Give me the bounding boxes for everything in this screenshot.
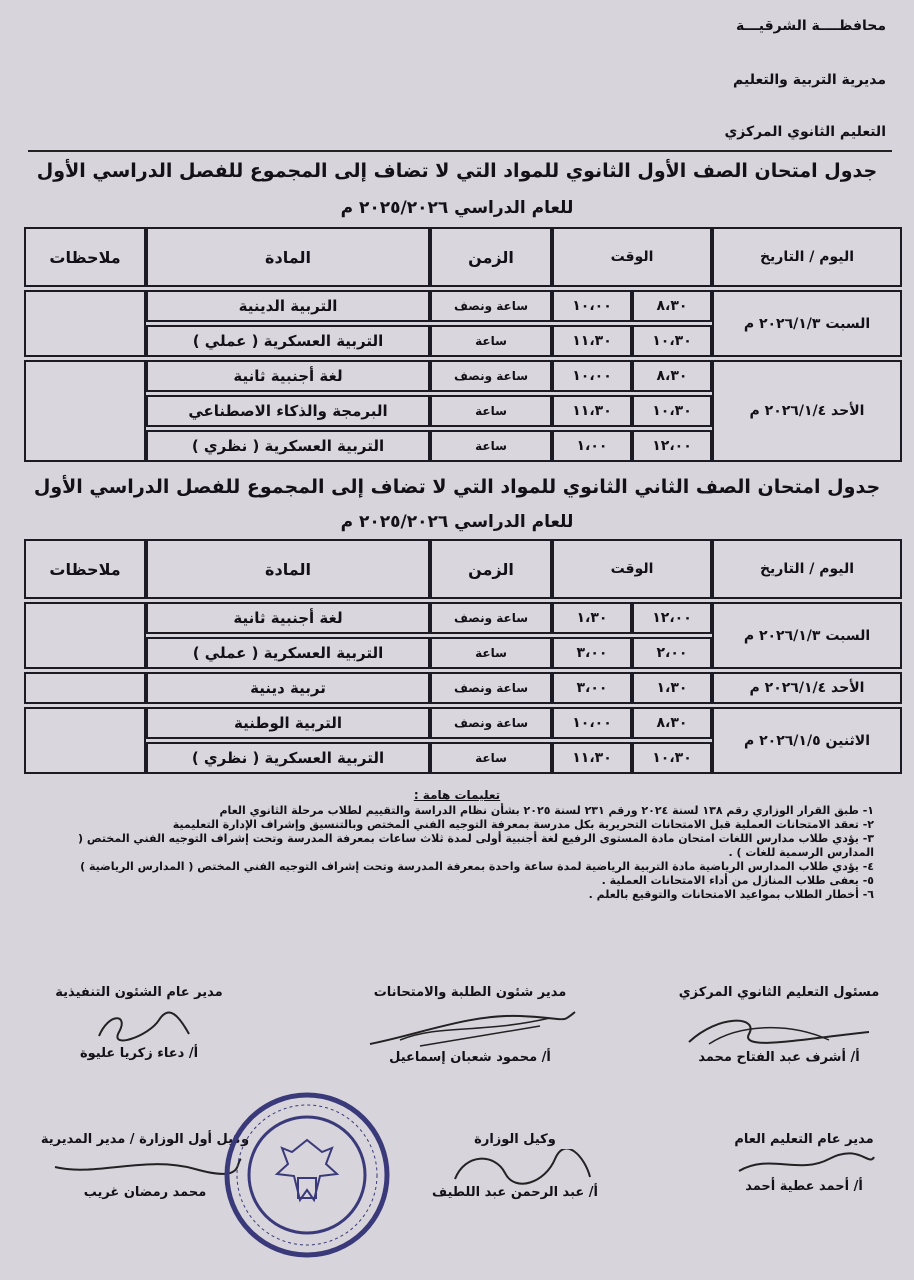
instruction-item: ١- طبق القرار الوزاري رقم ١٣٨ لسنة ٢٠٢٤ ورقم ٢٣١ لسنة ٢٠٢٥ بشأن نظام الدراسة والتقييم لطلاب مرحلة الثانوي العام	[219, 804, 874, 817]
signature-title: وكيل أول الوزارة / مدير المديرية	[40, 1132, 250, 1147]
time-from: ١،٣٠	[632, 672, 712, 704]
subject: التربية العسكرية ( عملي )	[146, 325, 430, 357]
subject: تربية دينية	[146, 672, 430, 704]
time-to: ١٠،٠٠	[552, 360, 632, 392]
table1-day-sun: الأحد ٢٠٢٦/١/٤ م	[712, 360, 902, 462]
time-from: ٨،٣٠	[632, 360, 712, 392]
table1-header-duration: الزمن	[430, 227, 552, 287]
signature-block	[704, 1132, 904, 1194]
subject: التربية الوطنية	[146, 707, 430, 739]
signature-title: وكيل الوزارة	[474, 1132, 556, 1147]
table2-header-day: اليوم / التاريخ	[712, 539, 902, 599]
signature-block	[24, 985, 254, 1061]
signature-title: مدير شئون الطلبة والامتحانات	[373, 985, 567, 1000]
duration: ساعة	[430, 395, 552, 427]
table2-subtitle: للعام الدراسي ٢٠٢٥/٢٠٢٦ م	[340, 512, 574, 532]
handwritten-signature-icon	[360, 1004, 580, 1050]
table1-subtitle: للعام الدراسي ٢٠٢٥/٢٠٢٦ م	[340, 198, 574, 218]
duration: ساعة ونصف	[430, 672, 552, 704]
time-from: ٨،٣٠	[632, 290, 712, 322]
table2-schedule	[24, 536, 902, 777]
duration: ساعة	[430, 430, 552, 462]
table1-day-sat: السبت ٢٠٢٦/١/٣ م	[712, 290, 902, 357]
time-to: ١،٣٠	[552, 602, 632, 634]
time-to: ١١،٣٠	[552, 395, 632, 427]
table1-schedule	[24, 224, 902, 465]
table1-header-day: اليوم / التاريخ	[712, 227, 902, 287]
signature-block	[340, 985, 600, 1065]
table2-title: جدول امتحان الصف الثاني الثانوي للمواد التي لا تضاف إلى المجموع للفصل الدراسي الأول	[33, 476, 881, 498]
signature-name: أ/ أحمد عطية أحمد	[745, 1179, 863, 1194]
handwritten-signature-icon	[679, 1004, 879, 1050]
time-from: ٨،٣٠	[632, 707, 712, 739]
subject: لغة أجنبية ثانية	[146, 602, 430, 634]
instruction-item: ٢- تعقد الامتحانات العملية قبل الامتحانات التحريرية بكل مدرسة بمعرفة التوجيه الفني المختص وبالتنسيق وإشراف الإدارة التعليمية	[172, 818, 874, 831]
instruction-item: ٤- يؤدي طلاب المدارس الرياضية مادة التربية الرياضية لمدة ساعة واحدة بمعرفة المدرسة وتحت إشراف التوجيه الفني المختص ( المدارس الرياضية )	[80, 860, 874, 873]
subject: لغة أجنبية ثانية	[146, 360, 430, 392]
signature-name: أ/ محمود شعبان إسماعيل	[389, 1050, 551, 1065]
handwritten-signature-icon	[435, 1149, 595, 1185]
table2-day-mon: الاثنين ٢٠٢٦/١/٥ م	[712, 707, 902, 774]
instruction-item: ٥- يعفى طلاب المنازل من أداء الامتحانات العملية .	[601, 874, 874, 887]
table2-header-notes: ملاحظات	[24, 539, 146, 599]
time-from: ١٢،٠٠	[632, 602, 712, 634]
table-row	[24, 707, 902, 739]
table-row	[24, 360, 902, 392]
subject: التربية العسكرية ( نظري )	[146, 430, 430, 462]
signature-block	[664, 985, 894, 1065]
duration: ساعة ونصف	[430, 602, 552, 634]
time-to: ٣،٠٠	[552, 672, 632, 704]
signature-name: أ/ عبد الرحمن عبد اللطيف	[431, 1185, 598, 1200]
time-to: ٣،٠٠	[552, 637, 632, 669]
time-to: ١٠،٠٠	[552, 290, 632, 322]
handwritten-signature-icon	[79, 1006, 199, 1046]
time-to: ١٠،٠٠	[552, 707, 632, 739]
instructions	[40, 788, 874, 902]
handwritten-signature-icon	[45, 1149, 245, 1185]
official-seal-icon	[222, 1090, 392, 1260]
time-from: ١٠،٣٠	[632, 325, 712, 357]
instruction-item: ٦- أخطار الطلاب بمواعيد الامتحانات والتوقيع بالعلم .	[588, 888, 874, 901]
duration: ساعة ونصف	[430, 360, 552, 392]
time-from: ١٢،٠٠	[632, 430, 712, 462]
table2-day-sat: السبت ٢٠٢٦/١/٣ م	[712, 602, 902, 669]
header-divider	[28, 150, 892, 152]
signature-name: أ/ دعاء زكريا عليوة	[79, 1046, 199, 1061]
notes-cell	[24, 672, 146, 704]
table1-header-notes: ملاحظات	[24, 227, 146, 287]
subject: التربية العسكرية ( نظري )	[146, 742, 430, 774]
table1-header-subject: المادة	[146, 227, 430, 287]
notes-cell	[24, 602, 146, 669]
table2-header-time: الوقت	[552, 539, 712, 599]
time-to: ١،٠٠	[552, 430, 632, 462]
duration: ساعة ونصف	[430, 707, 552, 739]
duration: ساعة	[430, 637, 552, 669]
duration: ساعة	[430, 742, 552, 774]
table2-day-sun: الأحد ٢٠٢٦/١/٤ م	[712, 672, 902, 704]
directorate-label: مديرية التربية والتعليم	[733, 72, 886, 88]
governorate-label: محافظــــة الشرقيـــة	[735, 18, 886, 34]
subject: التربية العسكرية ( عملي )	[146, 637, 430, 669]
table-row	[24, 602, 902, 634]
time-from: ١٠،٣٠	[632, 742, 712, 774]
signature-name: أ/ أشرف عبد الفتاح محمد	[698, 1050, 860, 1065]
signature-name: محمد رمضان غريب	[83, 1185, 207, 1200]
handwritten-signature-icon	[729, 1149, 879, 1179]
table2-header-subject: المادة	[146, 539, 430, 599]
notes-cell	[24, 290, 146, 357]
table2-header-duration: الزمن	[430, 539, 552, 599]
notes-cell	[24, 707, 146, 774]
instructions-title: تعليمات هامة :	[413, 788, 501, 802]
signature-block	[400, 1132, 630, 1200]
table1-title: جدول امتحان الصف الأول الثانوي للمواد التي لا تضاف إلى المجموع للفصل الدراسي الأول	[36, 160, 878, 182]
notes-cell	[24, 360, 146, 462]
time-to: ١١،٣٠	[552, 742, 632, 774]
table-row	[24, 672, 902, 704]
table-row	[24, 290, 902, 322]
time-from: ١٠،٣٠	[632, 395, 712, 427]
instruction-item: ٣- يؤدي طلاب مدارس اللغات امتحان مادة المستوى الرفيع لغة أجنبية أولى لمدة ثلاث ساعات بمعرفة المدرسة وتحت إشراف التوجيه الفني المختص ( المدارس الرسمية للغات ) .	[78, 832, 874, 859]
duration: ساعة	[430, 325, 552, 357]
signature-title: مسئول التعليم الثانوي المركزي	[678, 985, 880, 1000]
department-label: التعليم الثانوي المركزي	[724, 124, 886, 140]
time-to: ١١،٣٠	[552, 325, 632, 357]
signature-title: مدير عام التعليم العام	[734, 1132, 874, 1147]
time-from: ٢،٠٠	[632, 637, 712, 669]
subject: التربية الدينية	[146, 290, 430, 322]
subject: البرمجة والذكاء الاصطناعي	[146, 395, 430, 427]
duration: ساعة ونصف	[430, 290, 552, 322]
signature-title: مدير عام الشئون التنفيذية	[55, 985, 223, 1000]
table1-header-time: الوقت	[552, 227, 712, 287]
